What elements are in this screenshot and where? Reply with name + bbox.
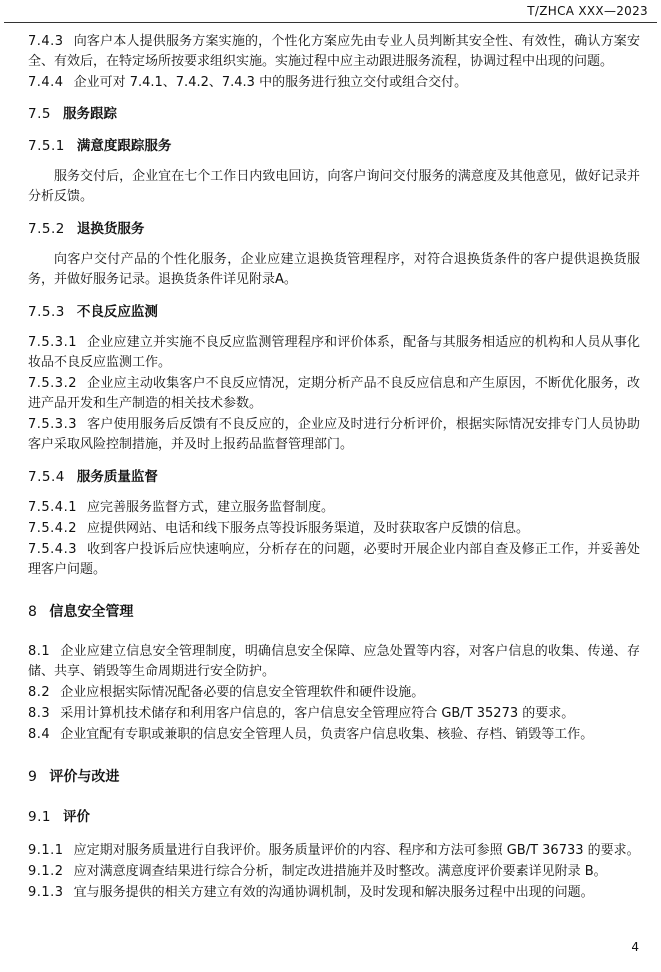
clause-text: 企业应根据实际情况配备必要的信息安全管理软件和硬件设施。 xyxy=(60,685,425,700)
page-number: 4 xyxy=(631,940,639,954)
clause-text: 收到客户投诉后应快速响应，分析存在的问题，必要时开展企业内部自查及修正工作，并妥善处理客户问题。 xyxy=(28,542,640,577)
section-heading-7-5 xyxy=(28,104,640,124)
document-body xyxy=(28,32,640,903)
section-heading-7-5-4 xyxy=(28,467,640,487)
clause-7-5-3-3 xyxy=(28,415,640,455)
clause-number: 7.4.4 xyxy=(28,75,64,90)
section-title: 服务跟踪 xyxy=(62,106,117,122)
clause-9-1-3 xyxy=(28,883,640,903)
clause-number: 9.1.3 xyxy=(28,885,64,900)
chapter-number: 9 xyxy=(28,769,38,785)
clause-number: 8.3 xyxy=(28,706,51,721)
section-number: 7.5 xyxy=(28,106,51,122)
clause-text: 企业宜配有专职或兼职的信息安全管理人员，负责客户信息收集、核验、存档、销毁等工作。 xyxy=(60,727,594,742)
header-rule xyxy=(4,22,657,23)
clause-7-4-3 xyxy=(28,32,640,72)
clause-number: 8.4 xyxy=(28,727,51,742)
section-heading-9-1 xyxy=(28,807,640,827)
section-heading-7-5-1 xyxy=(28,136,640,156)
section-title: 服务质量监督 xyxy=(76,469,158,485)
clause-text: 采用计算机技术储存和利用客户信息的，客户信息安全管理应符合 GB/T 35273 的要求。 xyxy=(60,706,575,721)
clause-text: 应定期对服务质量进行自我评价。服务质量评价的内容、程序和方法可参照 GB/T 36733 的要求。 xyxy=(73,843,640,858)
standard-code-header: T/ZHCA XXX—2023 xyxy=(527,4,648,18)
clause-number: 7.5.3.1 xyxy=(28,335,77,350)
clause-9-1-1 xyxy=(28,841,640,861)
clause-text: 企业应建立信息安全管理制度，明确信息安全保障、应急处置等内容，对客户信息的收集、传递、存储、共享、销毁等生命周期进行安全防护。 xyxy=(28,644,640,679)
section-number: 7.5.4 xyxy=(28,469,65,485)
clause-7-5-4-3 xyxy=(28,540,640,580)
section-title: 满意度跟踪服务 xyxy=(76,138,172,154)
clause-text: 企业应主动收集客户不良反应情况，定期分析产品不良反应信息和产生原因，不断优化服务，改进产品开发和生产制造的相关技术参数。 xyxy=(28,376,640,411)
clause-number: 7.5.3.2 xyxy=(28,376,77,391)
section-number: 7.5.2 xyxy=(28,221,65,237)
section-title: 评价 xyxy=(62,809,90,825)
section-title: 不良反应监测 xyxy=(76,304,158,320)
chapter-title: 评价与改进 xyxy=(49,769,120,785)
clause-number: 7.5.4.2 xyxy=(28,521,77,536)
clause-8-4 xyxy=(28,725,640,745)
clause-text: 应完善服务监督方式，建立服务监督制度。 xyxy=(86,500,334,515)
chapter-number: 8 xyxy=(28,604,38,620)
paragraph-text: 服务交付后，企业宜在七个工作日内致电回访，向客户询问交付服务的满意度及其他意见，做好记录并分析反馈。 xyxy=(28,169,640,204)
section-number: 9.1 xyxy=(28,809,51,825)
clause-number: 9.1.1 xyxy=(28,843,64,858)
clause-number: 8.1 xyxy=(28,644,51,659)
clause-number: 7.5.3.3 xyxy=(28,417,77,432)
section-number: 7.5.3 xyxy=(28,304,65,320)
clause-text: 应提供网站、电话和线下服务点等投诉服务渠道，及时获取客户反馈的信息。 xyxy=(86,521,529,536)
paragraph-7-5-2 xyxy=(28,250,640,290)
clause-8-2 xyxy=(28,683,640,703)
section-number: 7.5.1 xyxy=(28,138,65,154)
paragraph-text: 向客户交付产品的个性化服务，企业应建立退换货管理程序，对符合退换货条件的客户提供退换货服务，并做好服务记录。退换货条件详见附录A。 xyxy=(28,252,640,287)
clause-text: 向客户本人提供服务方案实施的，个性化方案应先由专业人员判断其安全性、有效性，确认方案安全、有效后，在特定场所按要求组织实施。实施过程中应主动跟进服务流程，协调过程中出现的问题。 xyxy=(28,34,640,69)
clause-number: 9.1.2 xyxy=(28,864,64,879)
clause-7-5-3-1 xyxy=(28,333,640,373)
clause-number: 7.4.3 xyxy=(28,34,64,49)
clause-7-4-4 xyxy=(28,73,640,93)
clause-text: 客户使用服务后反馈有不良反应的，企业应及时进行分析评价，根据实际情况安排专门人员协助客户采取风险控制措施，并及时上报药品监督管理部门。 xyxy=(28,417,640,452)
clause-text: 应对满意度调查结果进行综合分析，制定改进措施并及时整改。满意度评价要素详见附录 B。 xyxy=(73,864,607,879)
clause-text: 宜与服务提供的相关方建立有效的沟通协调机制，及时发现和解决服务过程中出现的问题。 xyxy=(73,885,594,900)
section-title: 退换货服务 xyxy=(76,221,145,237)
clause-number: 7.5.4.3 xyxy=(28,542,77,557)
clause-7-5-4-1 xyxy=(28,498,640,518)
paragraph-7-5-1 xyxy=(28,167,640,207)
clause-8-3 xyxy=(28,704,640,724)
clause-7-5-4-2 xyxy=(28,519,640,539)
chapter-title: 信息安全管理 xyxy=(49,604,134,620)
clause-8-1 xyxy=(28,642,640,682)
clause-9-1-2 xyxy=(28,862,640,882)
chapter-heading-9 xyxy=(28,767,640,787)
clause-text: 企业可对 7.4.1、7.4.2、7.4.3 中的服务进行独立交付或组合交付。 xyxy=(73,75,468,90)
clause-number: 8.2 xyxy=(28,685,51,700)
clause-text: 企业应建立并实施不良反应监测管理程序和评价体系，配备与其服务相适应的机构和人员从事化妆品不良反应监测工作。 xyxy=(28,335,640,370)
section-heading-7-5-2 xyxy=(28,219,640,239)
clause-number: 7.5.4.1 xyxy=(28,500,77,515)
section-heading-7-5-3 xyxy=(28,302,640,322)
chapter-heading-8 xyxy=(28,602,640,622)
clause-7-5-3-2 xyxy=(28,374,640,414)
